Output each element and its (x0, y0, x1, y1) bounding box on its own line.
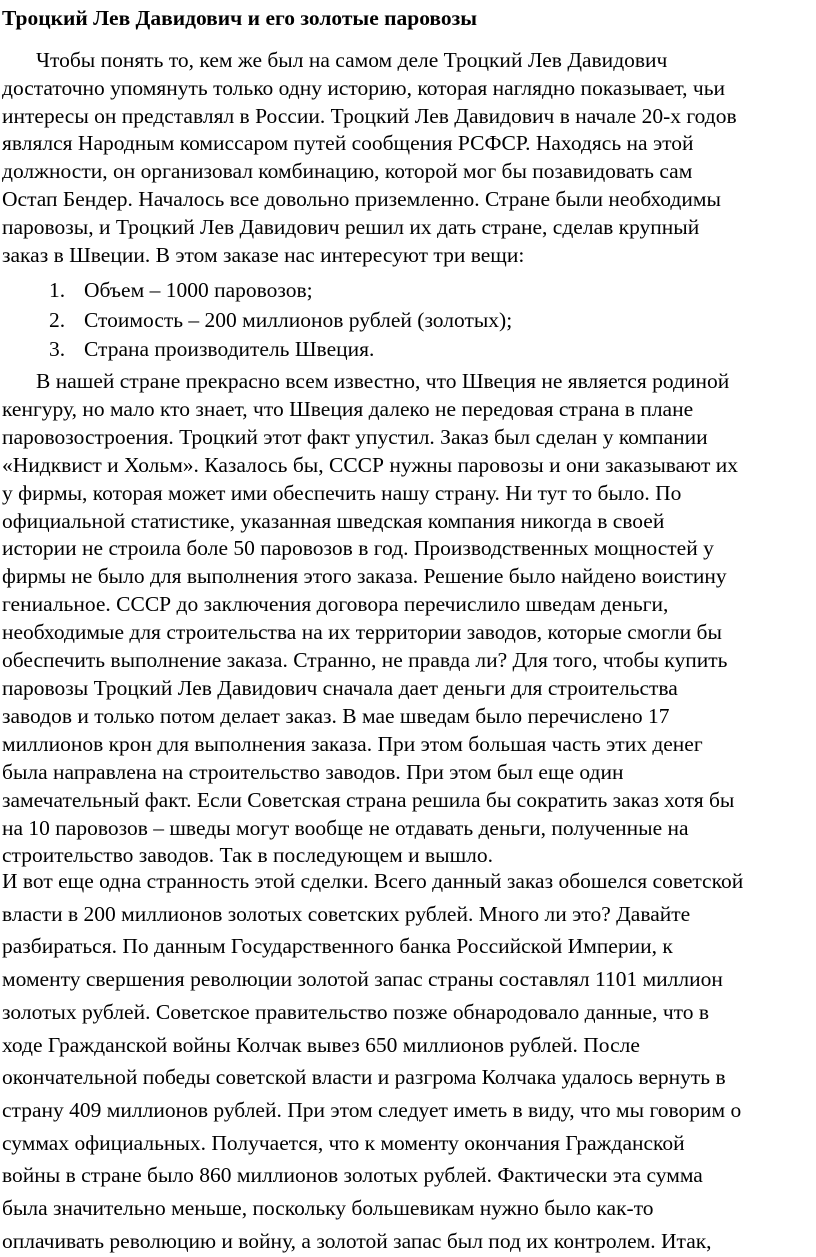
text-line: войны в стране было 860 миллионов золотых рублей. Фактически эта сумма (2, 1163, 703, 1188)
text-line: официальной статистике, указанная шведская компания никогда в своей (2, 508, 665, 533)
text-line: ходе Гражданской войны Колчак вывез 650 миллионов рублей. После (2, 1032, 640, 1057)
text-line: фирмы не было для выполнения этого заказа. Решение было найдено воистину (2, 564, 727, 589)
text-line: строительство заводов. Так в последующем и вышло. (2, 843, 494, 868)
paragraph-sweden (2, 368, 814, 870)
text-line: была значительно меньше, поскольку большевикам нужно было как-то (2, 1196, 654, 1221)
text-line: паровозостроения. Троцкий этот факт упустил. Заказ был сделан у компании (2, 424, 708, 449)
text-line: у фирмы, которая может ими обеспечить нашу страну. Ни тут то было. По (2, 480, 682, 505)
text-line: интересы он представлял в России. Троцкий Лев Давидович в начале 20-х годов (2, 103, 737, 128)
text-line: «Нидквист и Хольм». Казалось бы, СССР нужны паровозы и они заказывают их (2, 452, 738, 477)
text-line: должности, он организовал комбинацию, которой мог бы позавидовать сам (2, 159, 693, 184)
text-line: замечательный факт. Если Советская страна решила бы сократить заказ хотя бы (2, 787, 735, 812)
text-line: паровозы Троцкий Лев Давидович сначала дает деньги для строительства (2, 675, 678, 700)
text-line: окончательной победы советской власти и разгрома Колчака удалось вернуть в (2, 1065, 726, 1090)
document-title: Троцкий Лев Давидович и его золотые паровозы (2, 6, 478, 30)
list-item-number: 2. (49, 307, 66, 332)
list-item-text: Объем – 1000 паровозов; (84, 278, 313, 302)
text-line: кенгуру, но мало кто знает, что Швеция далеко не передовая страна в плане (2, 396, 694, 421)
text-line: страну 409 миллионов рублей. При этом следует иметь в виду, что мы говорим о (2, 1097, 742, 1122)
numbered-list (2, 276, 512, 365)
text-line: была направлена на строительство заводов. При этом был еще один (2, 759, 624, 784)
text-line: обеспечить выполнение заказа. Странно, не правда ли? Для того, чтобы купить (2, 648, 728, 673)
text-line: необходимые для строительства на их территории заводов, которые смогли бы (2, 620, 722, 645)
paragraph-gold-reserve (2, 865, 814, 1257)
text-line: являлся Народным комиссаром путей сообщения РСФСР. Находясь на этой (2, 131, 694, 156)
text-line: заказ в Швеции. В этом заказе нас интересуют три вещи: (2, 242, 525, 267)
text-line: паровозы, и Троцкий Лев Давидович решил их дать стране, сделав крупный (2, 214, 700, 239)
text-line: И вот еще одна странность этой сделки. Всего данный заказ обошелся советской (2, 869, 744, 893)
list-item (2, 335, 512, 365)
list-item-text: Стоимость – 200 миллионов рублей (золотых); (84, 307, 513, 332)
text-line: Чтобы понять то, кем же был на самом деле Троцкий Лев Давидович (36, 48, 668, 72)
text-line: разбираться. По данным Государственного банка Российской Империи, к (2, 934, 673, 959)
text-line: моменту свершения революции золотой запас страны составлял 1101 миллион (2, 967, 723, 992)
list-item (2, 276, 512, 306)
list-item (2, 306, 512, 336)
text-line: оплачивать революцию и войну, а золотой запас был под их контролем. Итак, (2, 1228, 712, 1253)
text-line: миллионов крон для выполнения заказа. При этом большая часть этих денег (2, 731, 703, 756)
list-item-text: Страна производитель Швеция. (84, 337, 375, 361)
paragraph-intro (2, 47, 814, 269)
list-item-number: 1. (49, 278, 66, 302)
text-line: истории не строила боле 50 паровозов в год. Производственных мощностей у (2, 536, 714, 561)
text-line: Остап Бендер. Началось все довольно приземленно. Стране были необходимы (2, 186, 721, 211)
text-line: достаточно упомянуть только одну историю, которая наглядно показывает, чьи (2, 75, 726, 100)
text-line: золотых рублей. Советское правительство позже обнародовало данные, что в (2, 999, 710, 1024)
text-line: на 10 паровозов – шведы могут вообще не отдавать деньги, полученные на (2, 815, 689, 840)
list-item-number: 3. (49, 337, 66, 361)
text-line: заводов и только потом делает заказ. В мае шведам было перечислено 17 (2, 703, 670, 728)
text-line: суммах официальных. Получается, что к моменту окончания Гражданской (2, 1130, 685, 1155)
text-line: власти в 200 миллионов золотых советских рублей. Много ли это? Давайте (2, 901, 691, 926)
text-line: гениальное. СССР до заключения договора перечислило шведам деньги, (2, 592, 669, 617)
text-line: В нашей стране прекрасно всем известно, что Швеция не является родиной (36, 369, 730, 393)
